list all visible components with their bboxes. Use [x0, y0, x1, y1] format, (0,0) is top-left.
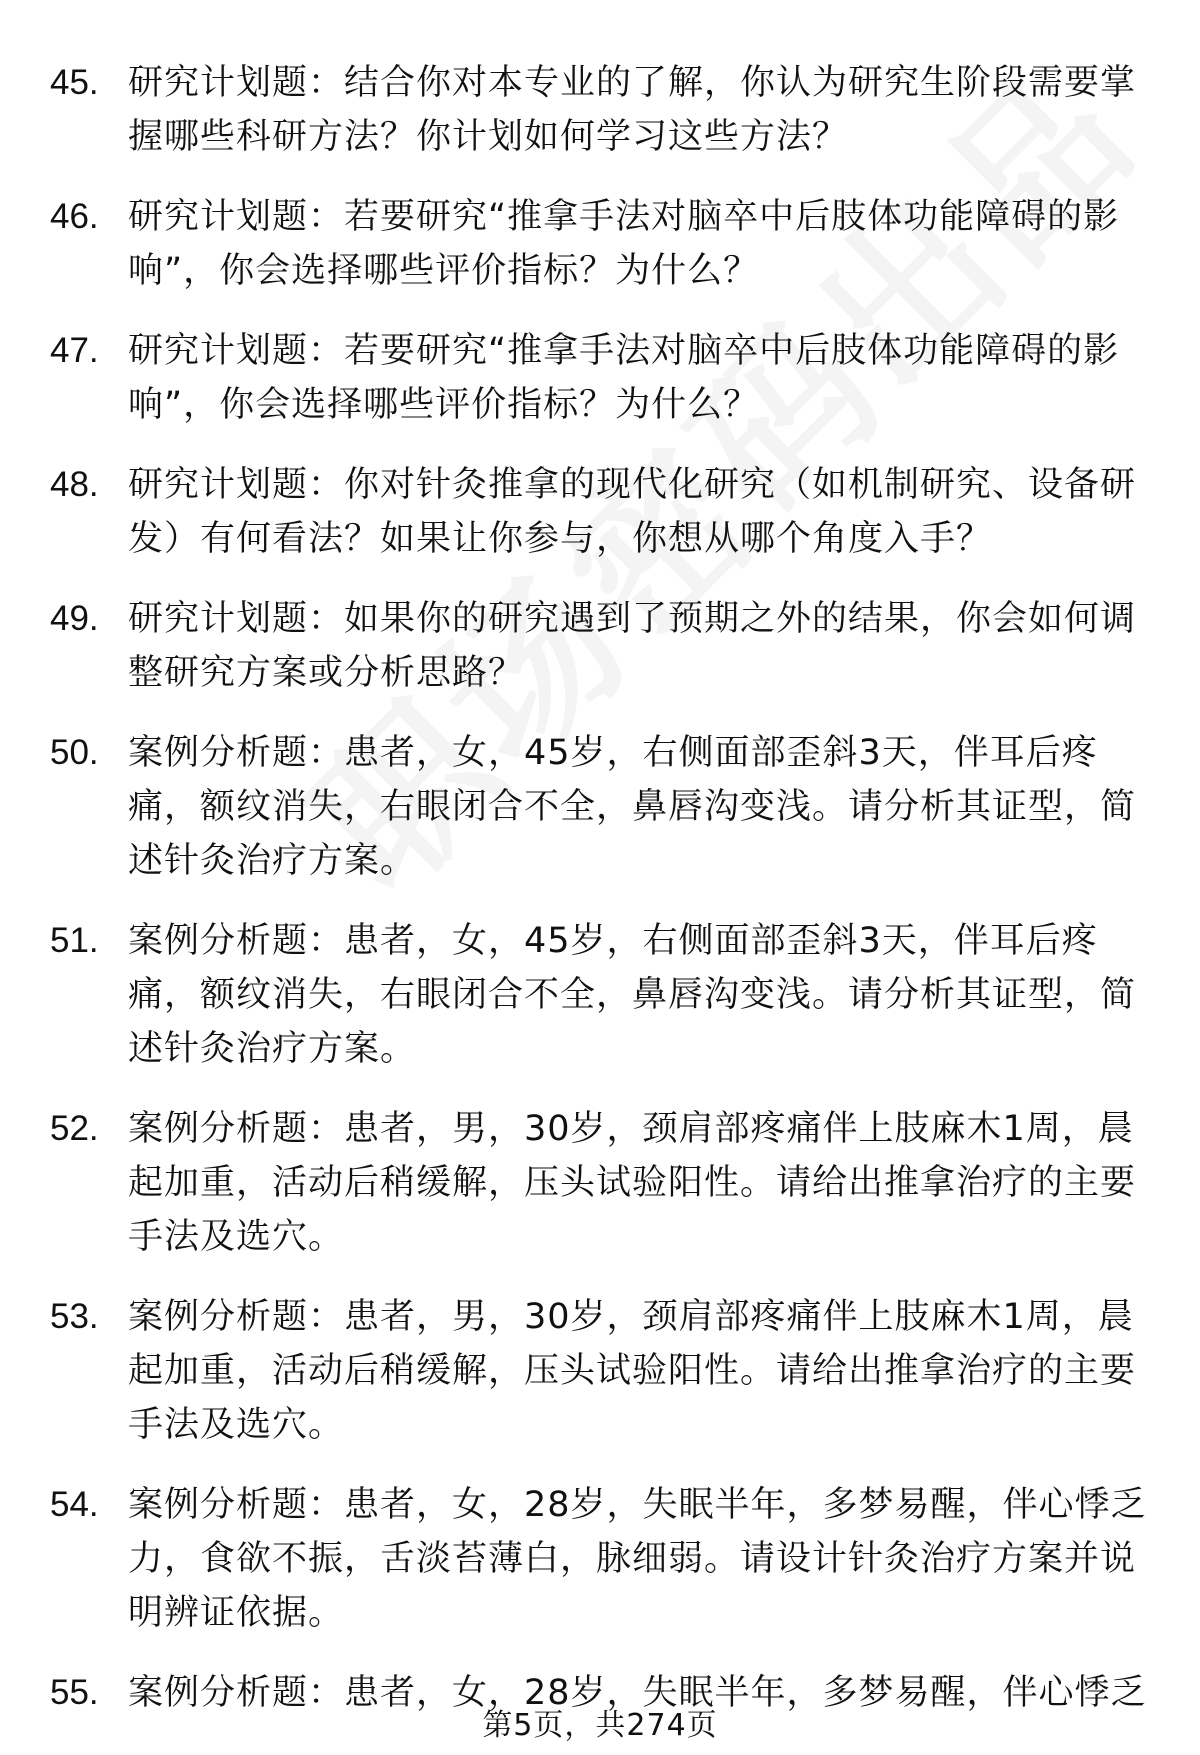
question-number: 45. — [50, 63, 99, 102]
question-text: 案例分析题：患者，女，45岁，右侧面部歪斜3天，伴耳后疼痛，额纹消失，右眼闭合不全，鼻唇沟变浅。请分析其证型，简述针灸治疗方案。 — [128, 733, 1137, 881]
question-item — [50, 592, 1150, 700]
question-number: 47. — [50, 331, 99, 370]
question-text: 研究计划题：结合你对本专业的了解，你认为研究生阶段需要掌握哪些科研方法？你计划如何学习这些方法？ — [128, 63, 1137, 157]
question-item — [50, 56, 1150, 164]
question-number: 48. — [50, 465, 99, 504]
question-number: 52. — [50, 1109, 99, 1148]
question-item — [50, 190, 1150, 298]
question-item — [50, 726, 1150, 888]
question-text: 案例分析题：患者，女，28岁，失眠半年，多梦易醒，伴心悸乏 — [128, 1673, 1147, 1713]
question-number: 54. — [50, 1485, 99, 1524]
question-text: 案例分析题：患者，男，30岁，颈肩部疼痛伴上肢麻木1周，晨起加重，活动后稍缓解，压头试验阳性。请给出推拿治疗的主要手法及选穴。 — [128, 1109, 1137, 1257]
question-text: 研究计划题：若要研究“推拿手法对脑卒中后肢体功能障碍的影响”，你会选择哪些评价指标？为什么？ — [128, 197, 1120, 291]
question-item — [50, 324, 1150, 432]
question-text: 研究计划题：你对针灸推拿的现代化研究（如机制研究、设备研发）有何看法？如果让你参与，你想从哪个角度入手？ — [128, 465, 1137, 559]
question-number: 46. — [50, 197, 99, 236]
question-item — [50, 1478, 1150, 1640]
page-footer: 第5页，共274页 — [482, 1708, 718, 1743]
question-number: 49. — [50, 599, 99, 638]
question-text: 案例分析题：患者，女，28岁，失眠半年，多梦易醒，伴心悸乏力，食欲不振，舌淡苔薄白，脉细弱。请设计针灸治疗方案并说明辨证依据。 — [128, 1485, 1147, 1633]
question-item — [50, 914, 1150, 1076]
question-item — [50, 458, 1150, 566]
question-item — [50, 1290, 1150, 1452]
question-number: 50. — [50, 733, 99, 772]
question-item — [50, 1102, 1150, 1264]
question-text: 研究计划题：如果你的研究遇到了预期之外的结果，你会如何调整研究方案或分析思路？ — [128, 599, 1137, 693]
question-number: 53. — [50, 1297, 99, 1336]
question-text: 案例分析题：患者，男，30岁，颈肩部疼痛伴上肢麻木1周，晨起加重，活动后稍缓解，压头试验阳性。请给出推拿治疗的主要手法及选穴。 — [128, 1297, 1137, 1445]
question-number: 55. — [50, 1673, 99, 1712]
question-list — [50, 56, 1150, 1746]
question-number: 51. — [50, 921, 99, 960]
question-text: 研究计划题：若要研究“推拿手法对脑卒中后肢体功能障碍的影响”，你会选择哪些评价指标？为什么？ — [128, 331, 1120, 425]
question-text: 案例分析题：患者，女，45岁，右侧面部歪斜3天，伴耳后疼痛，额纹消失，右眼闭合不全，鼻唇沟变浅。请分析其证型，简述针灸治疗方案。 — [128, 921, 1137, 1069]
